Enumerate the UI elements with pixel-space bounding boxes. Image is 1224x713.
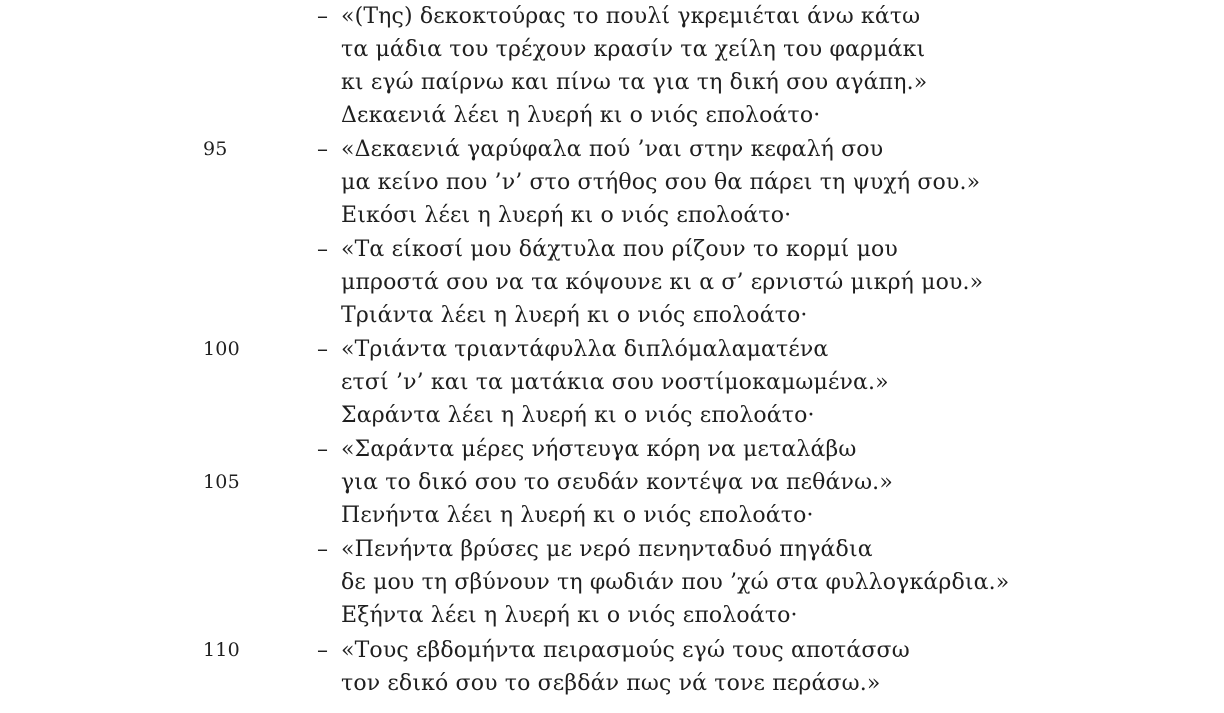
verse-line <box>0 99 1224 132</box>
line-number: 95 <box>203 138 228 160</box>
verse-text: κι εγώ παίρνω και πίνω τα για τη δική σου αγάπη.» <box>341 70 928 95</box>
verse-line <box>0 299 1224 332</box>
verse-line <box>0 599 1224 632</box>
verse-line <box>0 533 1224 566</box>
verse-line <box>0 266 1224 299</box>
verse-line <box>0 199 1224 232</box>
verse-text: «Τριάντα τριαντάφυλλα διπλόμαλαματένα <box>341 337 829 362</box>
verse-text: ετσί ’ν’ και τα ματάκια σου νοστίμοκαμωμένα.» <box>341 370 889 395</box>
verse-text: Σαράντα λέει η λυερή κι ο νιός επολοάτο· <box>341 403 815 428</box>
verse-text: Πενήντα λέει η λυερή κι ο νιός επολοάτο· <box>341 503 814 528</box>
verse-line <box>0 133 1224 166</box>
dialogue-dash: – <box>317 638 328 663</box>
verse-text: μπροστά σου να τα κόψουνε κι α σ’ ερνιστώ μικρή μου.» <box>341 270 984 295</box>
dialogue-dash: – <box>317 237 328 262</box>
verse-text: «Πενήντα βρύσες με νερό πενηνταδυό πηγάδια <box>341 537 873 562</box>
verse-line <box>0 499 1224 532</box>
line-number: 105 <box>203 471 240 493</box>
verse-line <box>0 399 1224 432</box>
verse-text: «Τους εβδομήντα πειρασμούς εγώ τους αποτάσσω <box>341 638 910 663</box>
dialogue-dash: – <box>317 437 328 462</box>
verse-text: τον εδικό σου το σεβδάν πως νά τονε περάσω.» <box>341 671 881 696</box>
verse-line <box>0 166 1224 199</box>
verse-line <box>0 233 1224 266</box>
verse-line <box>0 566 1224 599</box>
verse-line <box>0 433 1224 466</box>
verse-text: Εικόσι λέει η λυερή κι ο νιός επολοάτο· <box>341 203 792 228</box>
verse-text: δε μου τη σβύνουν τη φωδιάν που ’χώ στα φυλλογκάρδια.» <box>341 570 1010 595</box>
verse-line <box>0 0 1224 33</box>
verse-text: «(Της) δεκοκτούρας το πουλί γκρεμιέται άνω κάτω <box>341 4 921 29</box>
verse-line <box>0 333 1224 366</box>
dialogue-dash: – <box>317 137 328 162</box>
dialogue-dash: – <box>317 537 328 562</box>
verse-text: «Δεκαενιά γαρύφαλα πού ’ναι στην κεφαλή σου <box>341 137 884 162</box>
verse-text: Δεκαενιά λέει η λυερή κι ο νιός επολοάτο· <box>341 103 821 128</box>
verse-text: Εξήντα λέει η λυερή κι ο νιός επολοάτο· <box>341 603 798 628</box>
verse-text: «Τα είκοσί μου δάχτυλα που ρίζουν το κορμί μου <box>341 237 898 262</box>
verse-text: για το δικό σου το σευδάν κοντέψα να πεθάνω.» <box>341 470 893 495</box>
verse-text: μα κείνο που ’ν’ στο στήθος σου θα πάρει τη ψυχή σου.» <box>341 170 981 195</box>
verse-text: Τριάντα λέει η λυερή κι ο νιός επολοάτο· <box>341 303 808 328</box>
dialogue-dash: – <box>317 4 328 29</box>
dialogue-dash: – <box>317 337 328 362</box>
verse-line <box>0 366 1224 399</box>
verse-line <box>0 667 1224 700</box>
verse-line <box>0 466 1224 499</box>
line-number: 100 <box>203 338 240 360</box>
verse-text: τα μάδια του τρέχουν κρασίν τα χείλη του φαρμάκι <box>341 37 926 62</box>
verse-line <box>0 66 1224 99</box>
verse-line <box>0 634 1224 667</box>
verse-line <box>0 33 1224 66</box>
verse-text: «Σαράντα μέρες νήστευγα κόρη να μεταλάβω <box>341 437 857 462</box>
line-number: 110 <box>203 639 240 661</box>
